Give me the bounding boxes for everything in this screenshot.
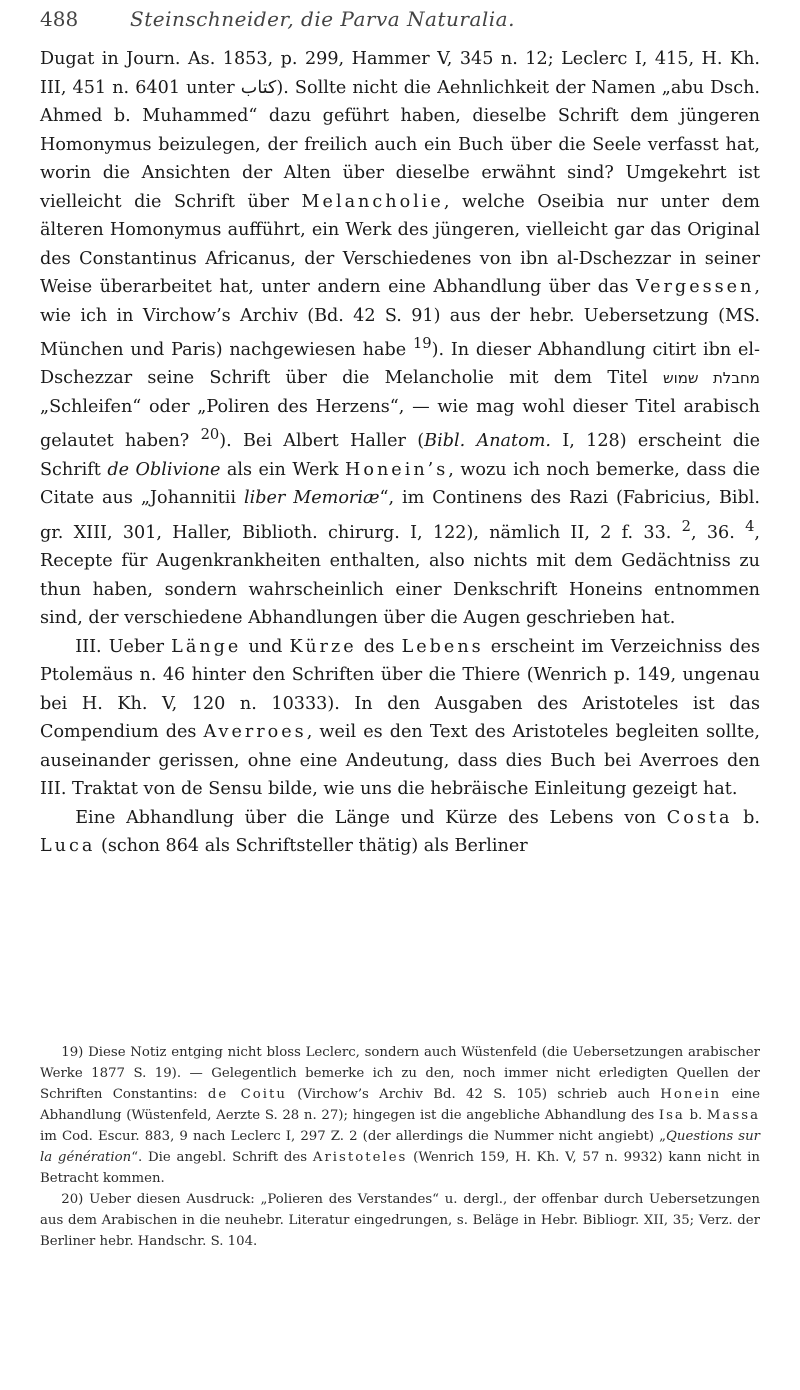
main-text bbox=[40, 45, 760, 861]
emph-lebens: Lebens bbox=[401, 636, 484, 657]
hebrew-title: מחבלת שמוש bbox=[663, 369, 760, 388]
emph-melancholie: Melancholie bbox=[301, 191, 444, 212]
superscript-4: 4 bbox=[745, 517, 755, 535]
footnote-20: 20) Ueber diesen Ausdruck: „Polieren des Verstandes“ u. dergl., der offenbar durch Uebersetzungen aus dem Arabischen in die neuhebr. Literatur eingedrungen, s. Beläge in Hebr. Bibliogr. XII, 35; Verz. der Berliner hebr. Handschr. S. 104. bbox=[40, 1192, 760, 1249]
arabic-word: كتاب bbox=[240, 77, 277, 98]
footnote-ref-19: 19 bbox=[412, 335, 432, 352]
emph-honein: Honein’s bbox=[345, 459, 449, 480]
emph-luca: Luca bbox=[40, 836, 96, 857]
running-title: Steinschneider, die Parva Naturalia. bbox=[130, 7, 515, 31]
italic-liber-memoriae: liber Memoriæ bbox=[243, 488, 380, 509]
paragraph-costa: Eine Abhandlung über die Länge und Kürze des Lebens von Costa b. Luca (schon 864 als Schriftsteller thätig) als Berliner bbox=[40, 807, 760, 857]
superscript-2: 2 bbox=[681, 517, 691, 535]
emph-kuerze: Kürze bbox=[289, 636, 357, 657]
italic-de-oblivione: de Oblivione bbox=[107, 459, 221, 480]
page-number: 488 bbox=[40, 7, 79, 31]
emph-laenge: Länge bbox=[171, 636, 242, 657]
paragraph-dugat: Dugat in Journ. As. 1853, p. 299, Hammer V, 345 n. 12; Leclerc I, 415, H. Kh. III, 451 n. 6401 unter كتاب). Sollte nicht die Aehnlichkeit der Namen „abu Dsch. Ahmed b. Muhammed“ dazu geführt haben, dieselbe Schrift dem jüngeren Homonymus beizulegen, der freilich auch ein Buch über die Seele verfasst hat, worin die Ansichten der Alten über dieselbe erwähnt sind? Umgekehrt ist vielleicht die Schrift über Melancholie, welche Oseibia nur unter dem älteren Homonymus aufführt, ein Werk des jüngeren, vielleicht gar das Original des Constantinus Africanus, der Verschiedenes von ibn al-Dschezzar in seiner Weise überarbeitet hat, unter andern eine Abhandlung über das Vergessen, wie ich in Virchow’s Archiv (Bd. 42 S. 91) aus der hebr. Uebersetzung (MS. München und Paris) nachgewiesen habe $^{19}$). In dieser Abhandlung citirt ibn el-Dschezzar seine Schrift über die Melancholie mit dem Titel מחבלת שמוש „Schleifen“ oder „Poliren des Herzens“, — wie mag wohl dieser Titel arabisch gelautet haben? $^{20}$). Bei Albert Haller (Bibl. Anatom. I, 128) erscheint die Schrift de Oblivione als ein Werk Honein’s, wozu ich noch bemerke, dass die Citate aus „Johannitii liber Memoriæ“, im Continens des Razi (Fabricius, Bibl. gr. XIII, 301, Haller, Biblioth. chirurg. I, 122), nämlich II, 2 f. 33. $^2$, 36. $^4$, Recepte für Augenkrankheiten enthalten, also nichts mit dem Gedächtniss zu thun haben, sondern wahrscheinlich einer Denkschrift Honeins entnommen sind, der verschiedene Abhandlungen über die Augen geschrieben hat. bbox=[40, 49, 761, 629]
italic-bibl-anatom: Bibl. Anatom. bbox=[424, 431, 551, 452]
running-header bbox=[40, 2, 760, 36]
emph-averroes: Averroes bbox=[203, 722, 307, 743]
paragraph-section-iii: III. Ueber Länge und Kürze des Lebens erscheint im Verzeichniss des Ptolemäus n. 46 hinter den Schriften über die Thiere (Wenrich p. 149, ungenau bei H. Kh. V, 120 n. 10333). In den Ausgaben des Aristoteles ist das Compendium des Averroes, weil es den Text des Aristoteles begleiten sollte, auseinander gerissen, ohne eine Andeutung, dass dies Buch bei Averroes den III. Traktat von de Sensu bilde, wie uns die hebräische Einleitung gezeigt hat. bbox=[40, 636, 761, 800]
footnote-19: 19) Diese Notiz entging nicht bloss Leclerc, sondern auch Wüstenfeld (die Uebersetzungen arabischer Werke 1877 S. 19). — Gelegentlich bemerke ich zu den, noch immer nicht erledigten Quellen der Schriften Constantins: de Coitu (Virchow’s Archiv Bd. 42 S. 105) schrieb auch Honein eine Abhandlung (Wüstenfeld, Aerzte S. 28 n. 27); hingegen ist die angebliche Abhandlung des Isa b. Massa im Cod. Escur. 883, 9 nach Leclerc I, 297 Z. 2 (der allerdings die Nummer nicht angiebt) „Questions sur la génération“. Die angebl. Schrift des Aristoteles (Wenrich 159, H. Kh. V, 57 n. 9932) kann nicht in Betracht kommen. bbox=[40, 1045, 761, 1186]
footnotes bbox=[40, 1042, 760, 1252]
emph-costa: Costa bbox=[666, 807, 733, 828]
emph-vergessen: Vergessen bbox=[636, 277, 755, 297]
footnote-ref-20: 20 bbox=[200, 426, 220, 444]
